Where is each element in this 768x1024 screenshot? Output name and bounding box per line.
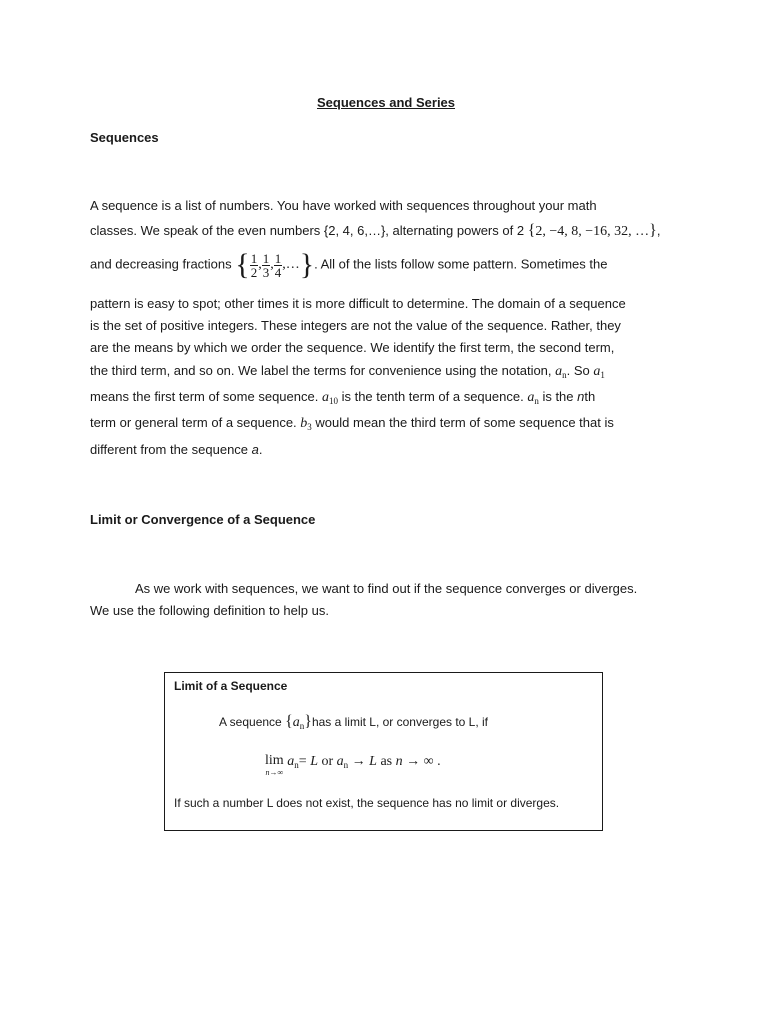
paragraph-line: the third term, and so on. We label the terms for convenience using the notation, $a_n$. So $a_1$ — [90, 363, 605, 380]
definition-box — [164, 672, 603, 831]
fraction: $\frac{1}{4}$ — [274, 250, 282, 280]
paragraph-line: means the first term of some sequence. $a_{10}$ is the tenth term of a sequence. $a_n$ is the nth — [90, 389, 596, 406]
paragraph-line: classes. We speak of the even numbers {2, 4, 6,…}, alternating powers of 2 {2, −4, 8, −16, 32, …}, — [90, 222, 661, 239]
heading-limit: Limit or Convergence of a Sequence — [90, 512, 316, 527]
paragraph-line: A sequence is a list of numbers. You have worked with sequences throughout your math — [90, 198, 597, 213]
definition-heading: Limit of a Sequence — [174, 679, 288, 693]
limit-equation: lim n→∞ $a_n= L$ or $a_n \to L$ as n → ∞ . — [265, 753, 441, 777]
paragraph-line: and decreasing fractions { $\frac{1}{2}$ , $\frac{1}{3}$ , $\frac{1}{4}$ ,…}. All of the lists follow some pattern. Sometimes the — [90, 248, 608, 281]
fraction: $\frac{1}{3}$ — [262, 250, 270, 280]
definition-line: A sequence $\{a_n\}has$ a limit L, or converges to L, if — [219, 713, 489, 731]
paragraph-line: We use the following definition to help us. — [90, 603, 329, 618]
alternating-powers-set: 2, −4, 8, −16, 32, … — [535, 224, 650, 239]
paragraph-line: As we work with sequences, we want to find out if the sequence converges or diverges. — [135, 581, 638, 596]
paragraph-line: term or general term of a sequence. $b_3$ would mean the third term of some sequence that is — [90, 415, 614, 432]
definition-footer: If such a number L does not exist, the sequence has no limit or diverges. — [174, 796, 560, 810]
paragraph-line: is the set of positive integers. These integers are not the value of the sequence. Rather, they — [90, 318, 621, 333]
heading-sequences: Sequences — [90, 130, 159, 145]
page-title: Sequences and Series — [317, 95, 456, 110]
paragraph-line: are the means by which we order the sequence. We identify the first term, the second term, — [90, 340, 615, 355]
paragraph-line: different from the sequence a. — [90, 442, 263, 457]
paragraph-line: pattern is easy to spot; other times it is more difficult to determine. The domain of a sequence — [90, 296, 626, 311]
fraction: $\frac{1}{2}$ — [250, 250, 258, 280]
